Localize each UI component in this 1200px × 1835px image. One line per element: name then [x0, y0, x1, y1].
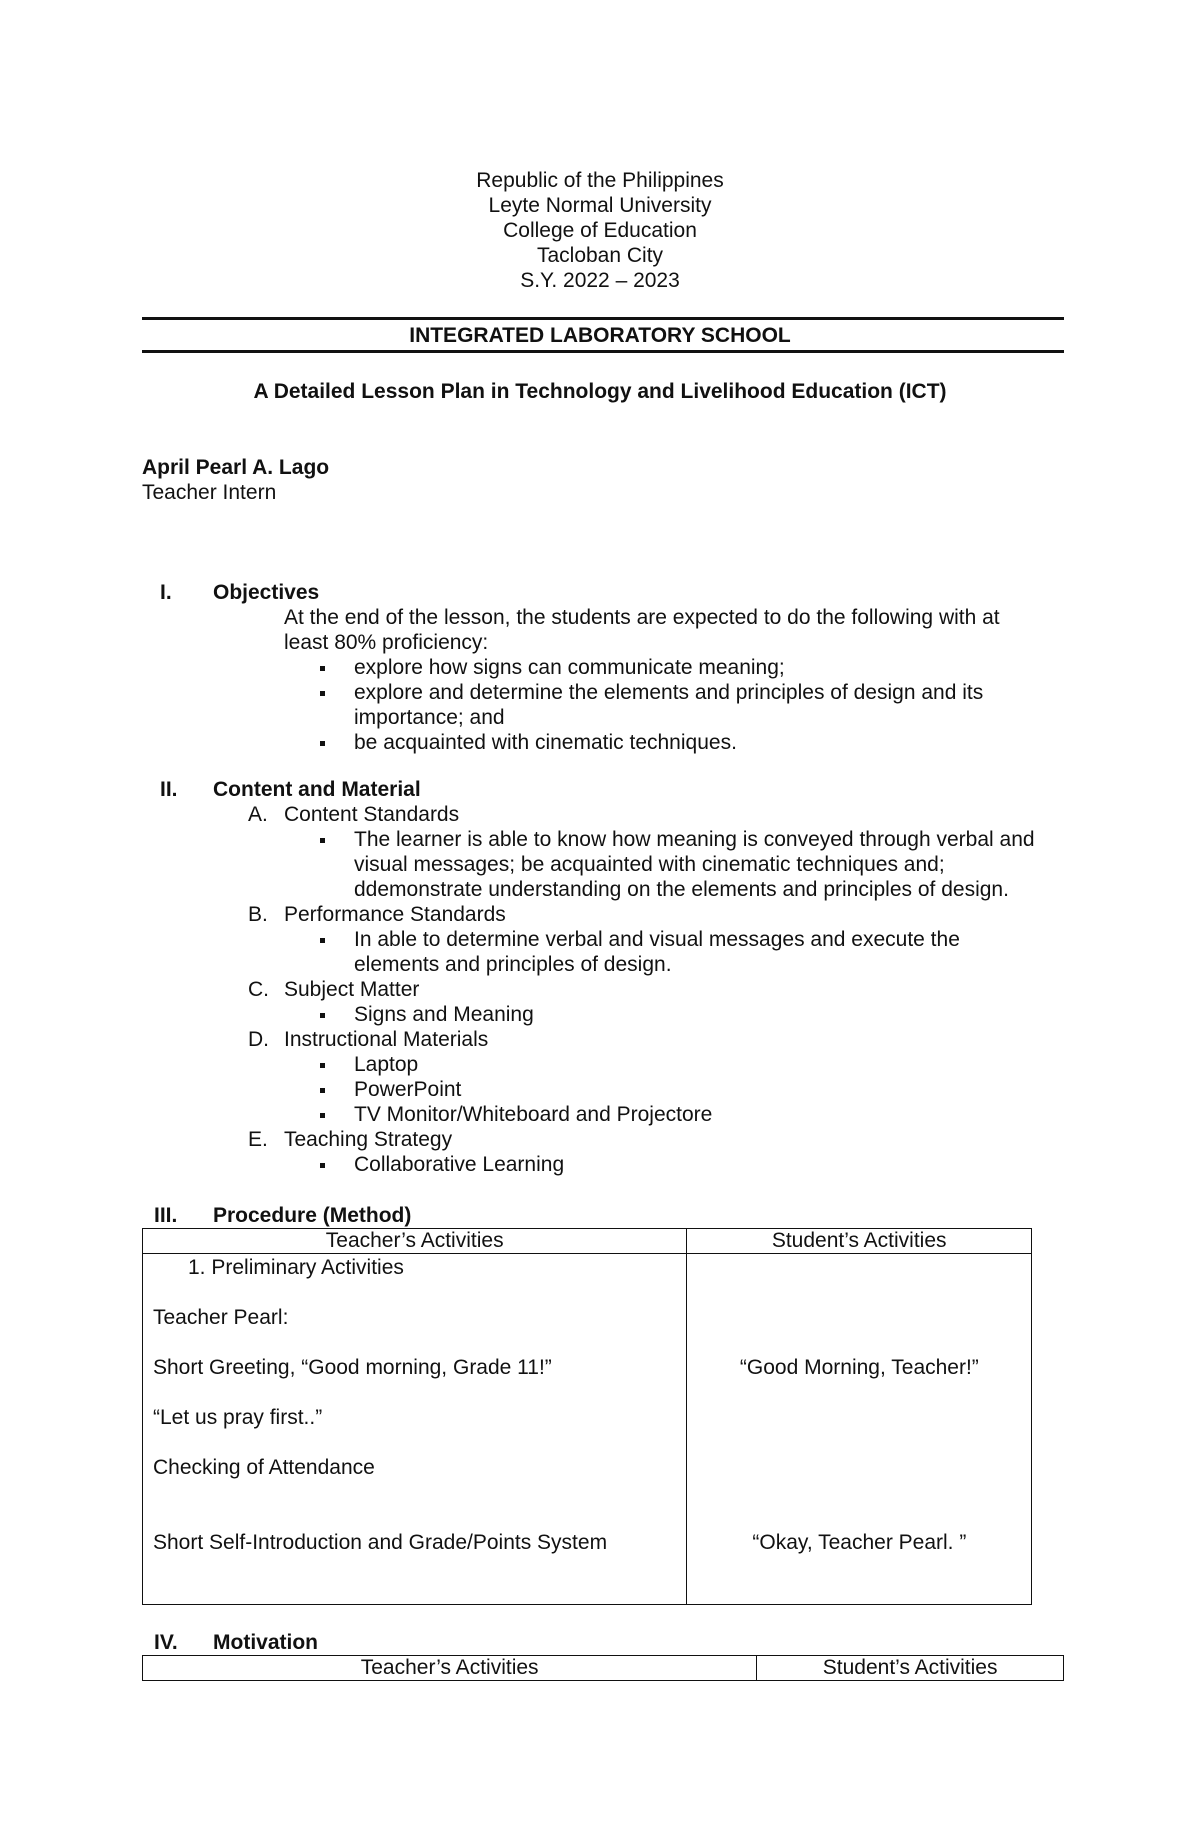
top-rule — [142, 317, 1064, 320]
student-activities-header: Student’s Activities — [687, 1229, 1032, 1254]
subsection-heading — [142, 1027, 1072, 1052]
table-header-row — [143, 1656, 1064, 1681]
list-item: Laptop — [142, 1052, 1072, 1077]
bottom-rule — [142, 350, 1064, 353]
procedure-section — [142, 1203, 1072, 1228]
self-introduction-line: Short Self-Introduction and Grade/Points System — [153, 1531, 608, 1554]
header-line-school-year: S.Y. 2022 – 2023 — [520, 269, 680, 292]
teacher-activities-cell — [143, 1254, 687, 1605]
subsection-letter: D. — [248, 1028, 269, 1051]
table-header-row — [143, 1229, 1032, 1254]
teacher-label: Teacher Pearl: — [153, 1306, 289, 1329]
list-item: Signs and Meaning — [142, 1002, 1072, 1027]
preliminary-activities-item: 1. Preliminary Activities — [188, 1256, 404, 1279]
motivation-title: Motivation — [213, 1631, 318, 1654]
motivation-section — [142, 1630, 1072, 1655]
content-section — [142, 777, 1072, 1177]
table-row — [143, 1254, 1032, 1605]
procedure-heading — [142, 1203, 1072, 1228]
student-activities-header: Student’s Activities — [757, 1656, 1064, 1681]
objectives-numeral: I. — [160, 581, 172, 604]
performance-standards-list — [142, 927, 1072, 977]
subsection-label: Subject Matter — [284, 978, 420, 1001]
objectives-list — [142, 655, 1072, 755]
teacher-activities-header: Teacher’s Activities — [143, 1656, 757, 1681]
list-item: explore and determine the elements and principles of design and its — [142, 680, 1072, 705]
author-role: Teacher Intern — [142, 481, 277, 504]
list-item: The learner is able to know how meaning is conveyed through verbal and — [142, 827, 1072, 852]
objectives-intro-line-1: At the end of the lesson, the students are expected to do the following with at — [284, 606, 1000, 629]
content-heading — [142, 777, 1072, 802]
attendance-line: Checking of Attendance — [153, 1456, 375, 1479]
header-line-college: College of Education — [503, 219, 697, 242]
subsection-letter: E. — [248, 1128, 268, 1151]
list-item: PowerPoint — [142, 1077, 1072, 1102]
student-activities-cell — [687, 1254, 1032, 1605]
teacher-activities-header: Teacher’s Activities — [143, 1229, 687, 1254]
list-item-continuation: ddemonstrate understanding on the elements and principles of design. — [354, 878, 1009, 901]
header-line-country: Republic of the Philippines — [476, 169, 724, 192]
procedure-table — [142, 1228, 1032, 1605]
list-item: be acquainted with cinematic techniques. — [142, 730, 1072, 755]
objectives-heading — [142, 580, 1072, 605]
motivation-heading — [142, 1630, 1072, 1655]
subsection-heading — [142, 1127, 1072, 1152]
header-line-city: Tacloban City — [536, 244, 664, 267]
list-item: Collaborative Learning — [142, 1152, 1072, 1177]
subsection-heading — [142, 802, 1072, 827]
subsection-label: Performance Standards — [284, 903, 506, 926]
content-standards-list — [142, 827, 1072, 902]
subsection-heading — [142, 902, 1072, 927]
student-greeting-response: “Good Morning, Teacher!” — [739, 1356, 979, 1379]
procedure-title: Procedure (Method) — [213, 1204, 412, 1227]
prayer-line: “Let us pray first..” — [153, 1406, 323, 1429]
subsection-letter: A. — [248, 803, 268, 826]
subsection-label: Content Standards — [284, 803, 460, 826]
institution-header — [0, 168, 1200, 293]
list-item: TV Monitor/Whiteboard and Projectore — [142, 1102, 1072, 1127]
author-block — [142, 455, 329, 505]
list-item: In able to determine verbal and visual messages and execute the — [142, 927, 1072, 952]
subject-matter-list — [142, 1002, 1072, 1027]
objectives-section — [142, 580, 1072, 755]
header-line-university: Leyte Normal University — [488, 194, 712, 217]
list-item-continuation: importance; and — [354, 706, 505, 729]
subsection-label: Teaching Strategy — [284, 1128, 453, 1151]
instructional-materials-list — [142, 1052, 1072, 1127]
list-item: explore how signs can communicate meaning; — [142, 655, 1072, 680]
subsection-letter: C. — [248, 978, 269, 1001]
teaching-strategy-list — [142, 1152, 1072, 1177]
objectives-intro-line-2: least 80% proficiency: — [284, 631, 489, 654]
list-item-continuation: elements and principles of design. — [354, 953, 672, 976]
subsection-heading — [142, 977, 1072, 1002]
subsection-letter: B. — [248, 903, 268, 926]
motivation-table — [142, 1655, 1064, 1681]
short-greeting: Short Greeting, “Good morning, Grade 11!” — [153, 1356, 552, 1379]
subsection-label: Instructional Materials — [284, 1028, 489, 1051]
student-okay-response: “Okay, Teacher Pearl. ” — [752, 1531, 967, 1554]
school-name: INTEGRATED LABORATORY SCHOOL — [409, 324, 791, 347]
motivation-numeral: IV. — [154, 1631, 178, 1654]
content-title: Content and Material — [213, 778, 421, 801]
objectives-title: Objectives — [213, 581, 320, 604]
content-numeral: II. — [160, 778, 178, 801]
procedure-numeral: III. — [154, 1204, 178, 1227]
list-item-continuation: visual messages; be acquainted with cinematic techniques and; — [354, 853, 945, 876]
author-name: April Pearl A. Lago — [142, 456, 330, 479]
plan-title: A Detailed Lesson Plan in Technology and Livelihood Education (ICT) — [253, 380, 947, 403]
